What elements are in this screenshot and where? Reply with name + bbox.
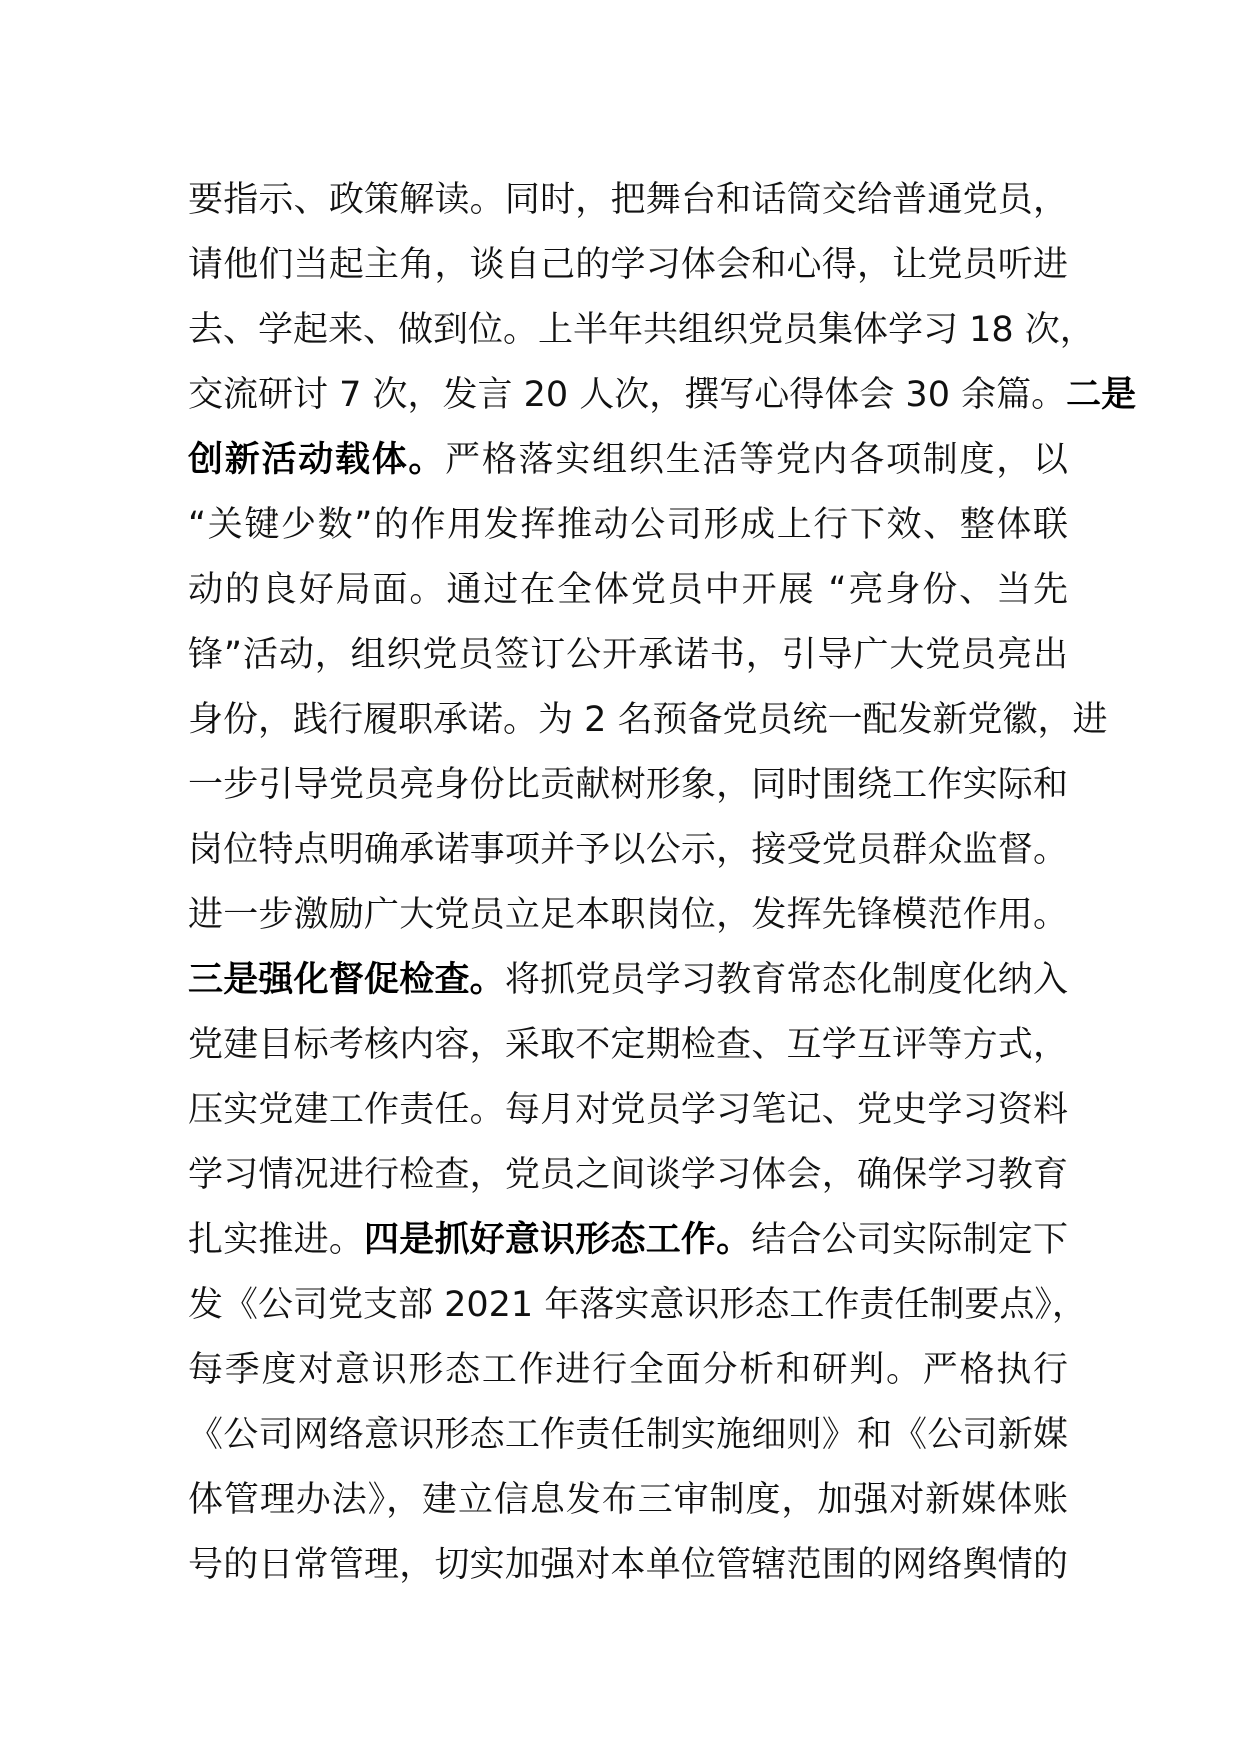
text-run: 体管理办法》，建立信息发布三审制度，加强对新媒体账	[188, 1480, 1068, 1520]
bold-heading-run: 创新活动载体。	[188, 440, 446, 480]
text-run: 动的良好局面。通过在全体党员中开展 “亮身份、当先	[188, 570, 1068, 610]
text-line	[188, 688, 1108, 753]
text-line	[188, 168, 1068, 233]
text-line	[188, 1403, 1068, 1468]
text-run: 压实党建工作责任。每月对党员学习笔记、党史学习资料	[188, 1090, 1068, 1130]
text-line	[188, 1143, 1068, 1208]
text-line	[188, 233, 1068, 298]
text-run: 党建目标考核内容，采取不定期检查、互学互评等方式，	[188, 1025, 1068, 1065]
text-line	[188, 558, 1068, 623]
text-run: 一步引导党员亮身份比贡献树形象，同时围绕工作实际和	[188, 765, 1068, 805]
text-line	[188, 1338, 1068, 1403]
text-run: 要指示、政策解读。同时，把舞台和话筒交给普通党员，	[188, 180, 1068, 220]
text-line	[188, 948, 1068, 1013]
text-run: 进一步激励广大党员立足本职岗位，发挥先锋模范作用。	[188, 895, 1068, 935]
bold-heading-run: 三是强化督促检查。	[188, 960, 505, 1000]
text-run: 学习情况进行检查，党员之间谈学习体会，确保学习教育	[188, 1155, 1068, 1195]
text-line	[188, 623, 1068, 688]
text-line	[188, 753, 1068, 818]
bold-heading-run: 二是	[1066, 375, 1137, 415]
text-run: 《公司网络意识形态工作责任制实施细则》和《公司新媒	[188, 1415, 1068, 1455]
text-run: 身份，践行履职承诺。为 2 名预备党员统一配发新党徽，进	[188, 700, 1108, 740]
text-run: 发《公司党支部 2021 年落实意识形态工作责任制要点》，	[188, 1285, 1087, 1325]
text-line	[188, 818, 1068, 883]
text-line	[188, 883, 1068, 948]
text-line	[188, 298, 1095, 363]
bold-heading-run: 四是抓好意识形态工作。	[364, 1220, 752, 1260]
body-paragraph	[188, 168, 1137, 1598]
text-line	[188, 1078, 1068, 1143]
text-line	[188, 1273, 1087, 1338]
text-line	[188, 428, 1068, 493]
text-run: 扎实推进。	[188, 1220, 365, 1260]
text-line	[188, 493, 1068, 558]
text-run: 严格落实组织生活等党内各项制度，以	[445, 440, 1068, 480]
text-run: 锋”活动，组织党员签订公开承诺书，引导广大党员亮出	[188, 635, 1068, 675]
text-line	[188, 1013, 1068, 1078]
text-run: 每季度对意识形态工作进行全面分析和研判。严格执行	[188, 1350, 1068, 1390]
text-run: 将抓党员学习教育常态化制度化纳入	[504, 960, 1068, 1000]
text-line	[188, 363, 1137, 428]
text-line	[188, 1208, 1068, 1273]
text-run: 去、学起来、做到位。上半年共组织党员集体学习 18 次，	[188, 310, 1095, 350]
text-line	[188, 1468, 1068, 1533]
text-run: 号的日常管理，切实加强对本单位管辖范围的网络舆情的	[188, 1545, 1068, 1585]
text-run: 结合公司实际制定下	[751, 1220, 1068, 1260]
text-line	[188, 1533, 1068, 1598]
text-run: “关键少数”的作用发挥推动公司形成上行下效、整体联	[188, 505, 1068, 545]
text-run: 交流研讨 7 次，发言 20 人次，撰写心得体会 30 余篇。	[188, 375, 1067, 415]
text-run: 请他们当起主角，谈自己的学习体会和心得，让党员听进	[188, 245, 1068, 285]
text-run: 岗位特点明确承诺事项并予以公示，接受党员群众监督。	[188, 830, 1068, 870]
